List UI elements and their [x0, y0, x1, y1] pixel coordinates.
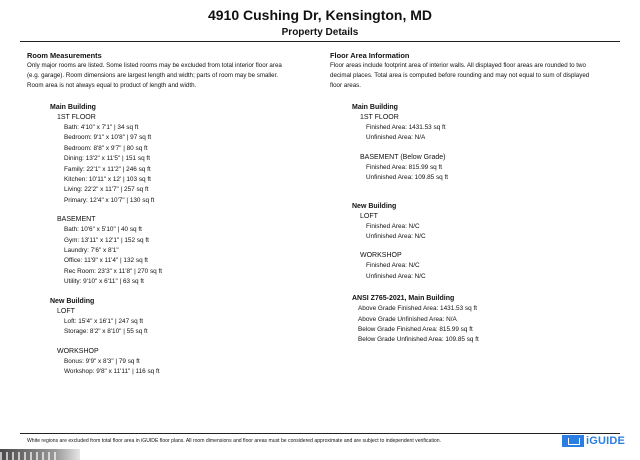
floor-name: 1ST FLOOR [360, 114, 399, 121]
room-row: Kitchen: 10'11" x 12' | 103 sq ft [64, 176, 151, 184]
floor-area-heading: Floor Area Information [330, 51, 410, 60]
room-row: Bedroom: 9'1" x 10'8" | 97 sq ft [64, 134, 152, 142]
room-row: Loft: 15'4" x 16'1" | 247 sq ft [64, 317, 143, 325]
ansi-area-row: Below Grade Unfinished Area: 109.85 sq ft [358, 336, 479, 344]
room-measurements-column [27, 51, 317, 377]
room-measurements-note-line: (e.g. garage). Room dimensions are largest length and width; parts of room may be smaller. [27, 72, 279, 79]
ansi-heading: ANSI Z765-2021, Main Building [352, 295, 455, 303]
floor-name: WORKSHOP [57, 347, 99, 355]
unfinished-area: Unfinished Area: N/C [366, 233, 426, 241]
floor-name: 1ST FLOOR [57, 114, 96, 121]
room-row: Rec Room: 23'3" x 11'8" | 270 sq ft [64, 267, 163, 275]
room-measurements-note-line: Room area is not always equal to product of length and width. [27, 82, 197, 89]
room-row: Office: 11'9" x 11'4" | 132 sq ft [64, 257, 148, 265]
iguide-logo-text: iGUIDE [586, 435, 626, 447]
floor-name: BASEMENT (Below Grade) [360, 153, 446, 161]
floor-name: LOFT [360, 212, 378, 220]
room-measurements-note-line: Only major rooms are listed. Some listed rooms may be excluded from total interior floor area [27, 62, 282, 69]
room-row: Family: 22'1" x 11'2" | 246 sq ft [64, 165, 151, 173]
room-row: Storage: 8'2" x 8'10" | 55 sq ft [64, 328, 148, 336]
iguide-house-icon [562, 435, 584, 447]
floor-name: LOFT [57, 307, 75, 315]
building-name: Main Building [50, 104, 96, 111]
iguide-logo [562, 435, 625, 447]
room-row: Utility: 9'10" x 6'11" | 63 sq ft [64, 278, 144, 286]
room-row: Bedroom: 8'8" x 9'7" | 80 sq ft [64, 144, 148, 152]
building-name: New Building [50, 297, 95, 305]
room-row: Primary: 12'4" x 10'7" | 130 sq ft [64, 196, 155, 204]
floor-area-column [330, 51, 625, 346]
floor-area-note-line: Floor areas include footprint area of interior walls. All displayed floor areas are rounded to two [330, 62, 586, 69]
finished-area: Finished Area: 1431.53 sq ft [366, 124, 446, 131]
top-divider [20, 41, 620, 42]
finished-area: Finished Area: N/C [366, 262, 420, 270]
building-name: Main Building [352, 104, 398, 111]
room-row: Bath: 4'10" x 7'1" | 34 sq ft [64, 124, 139, 131]
ansi-area-row: Above Grade Unfinished Area: N/A [358, 315, 457, 323]
floor-name: WORKSHOP [360, 252, 402, 260]
room-row: Bath: 10'6" x 5'10" | 40 sq ft [64, 226, 142, 234]
unfinished-area: Unfinished Area: N/A [366, 134, 426, 142]
ansi-area-row: Above Grade Finished Area: 1431.53 sq ft [358, 305, 478, 313]
watermark-strip [0, 449, 80, 460]
page-title: 4910 Cushing Dr, Kensington, MD [207, 7, 433, 23]
finished-area: Finished Area: 815.99 sq ft [366, 163, 443, 171]
room-row: Laundry: 7'6" x 8'1" [64, 247, 119, 255]
room-row: Living: 22'2" x 11'7" | 257 sq ft [64, 186, 149, 194]
floor-area-note-line: decimal places. Total area is computed before rounding and may not equal to sum of displayed [330, 72, 590, 79]
room-row: Workshop: 9'8" x 11'11" | 116 sq ft [64, 367, 160, 375]
unfinished-area: Unfinished Area: N/C [366, 272, 426, 280]
room-measurements-heading: Room Measurements [27, 51, 102, 60]
unfinished-area: Unfinished Area: 109.85 sq ft [366, 174, 449, 182]
bottom-divider [20, 433, 620, 434]
finished-area: Finished Area: N/C [366, 222, 420, 230]
building-name: New Building [352, 202, 397, 210]
floor-area-note-line: floor areas. [330, 82, 361, 89]
page-subtitle: Property Details [281, 27, 359, 38]
room-row: Bonus: 9'9" x 8'3" | 79 sq ft [64, 357, 140, 365]
room-row: Dining: 13'2" x 11'5" | 151 sq ft [64, 155, 150, 163]
ansi-area-row: Below Grade Finished Area: 815.99 sq ft [358, 326, 473, 334]
footer-disclaimer: White regions are excluded from total floor area in iGUIDE floor plans. All room dimensions and floor areas must be considered approximate and are subject to independent verification. [27, 438, 441, 444]
floor-name: BASEMENT [57, 216, 96, 224]
room-row: Gym: 13'11" x 12'1" | 152 sq ft [64, 236, 149, 244]
